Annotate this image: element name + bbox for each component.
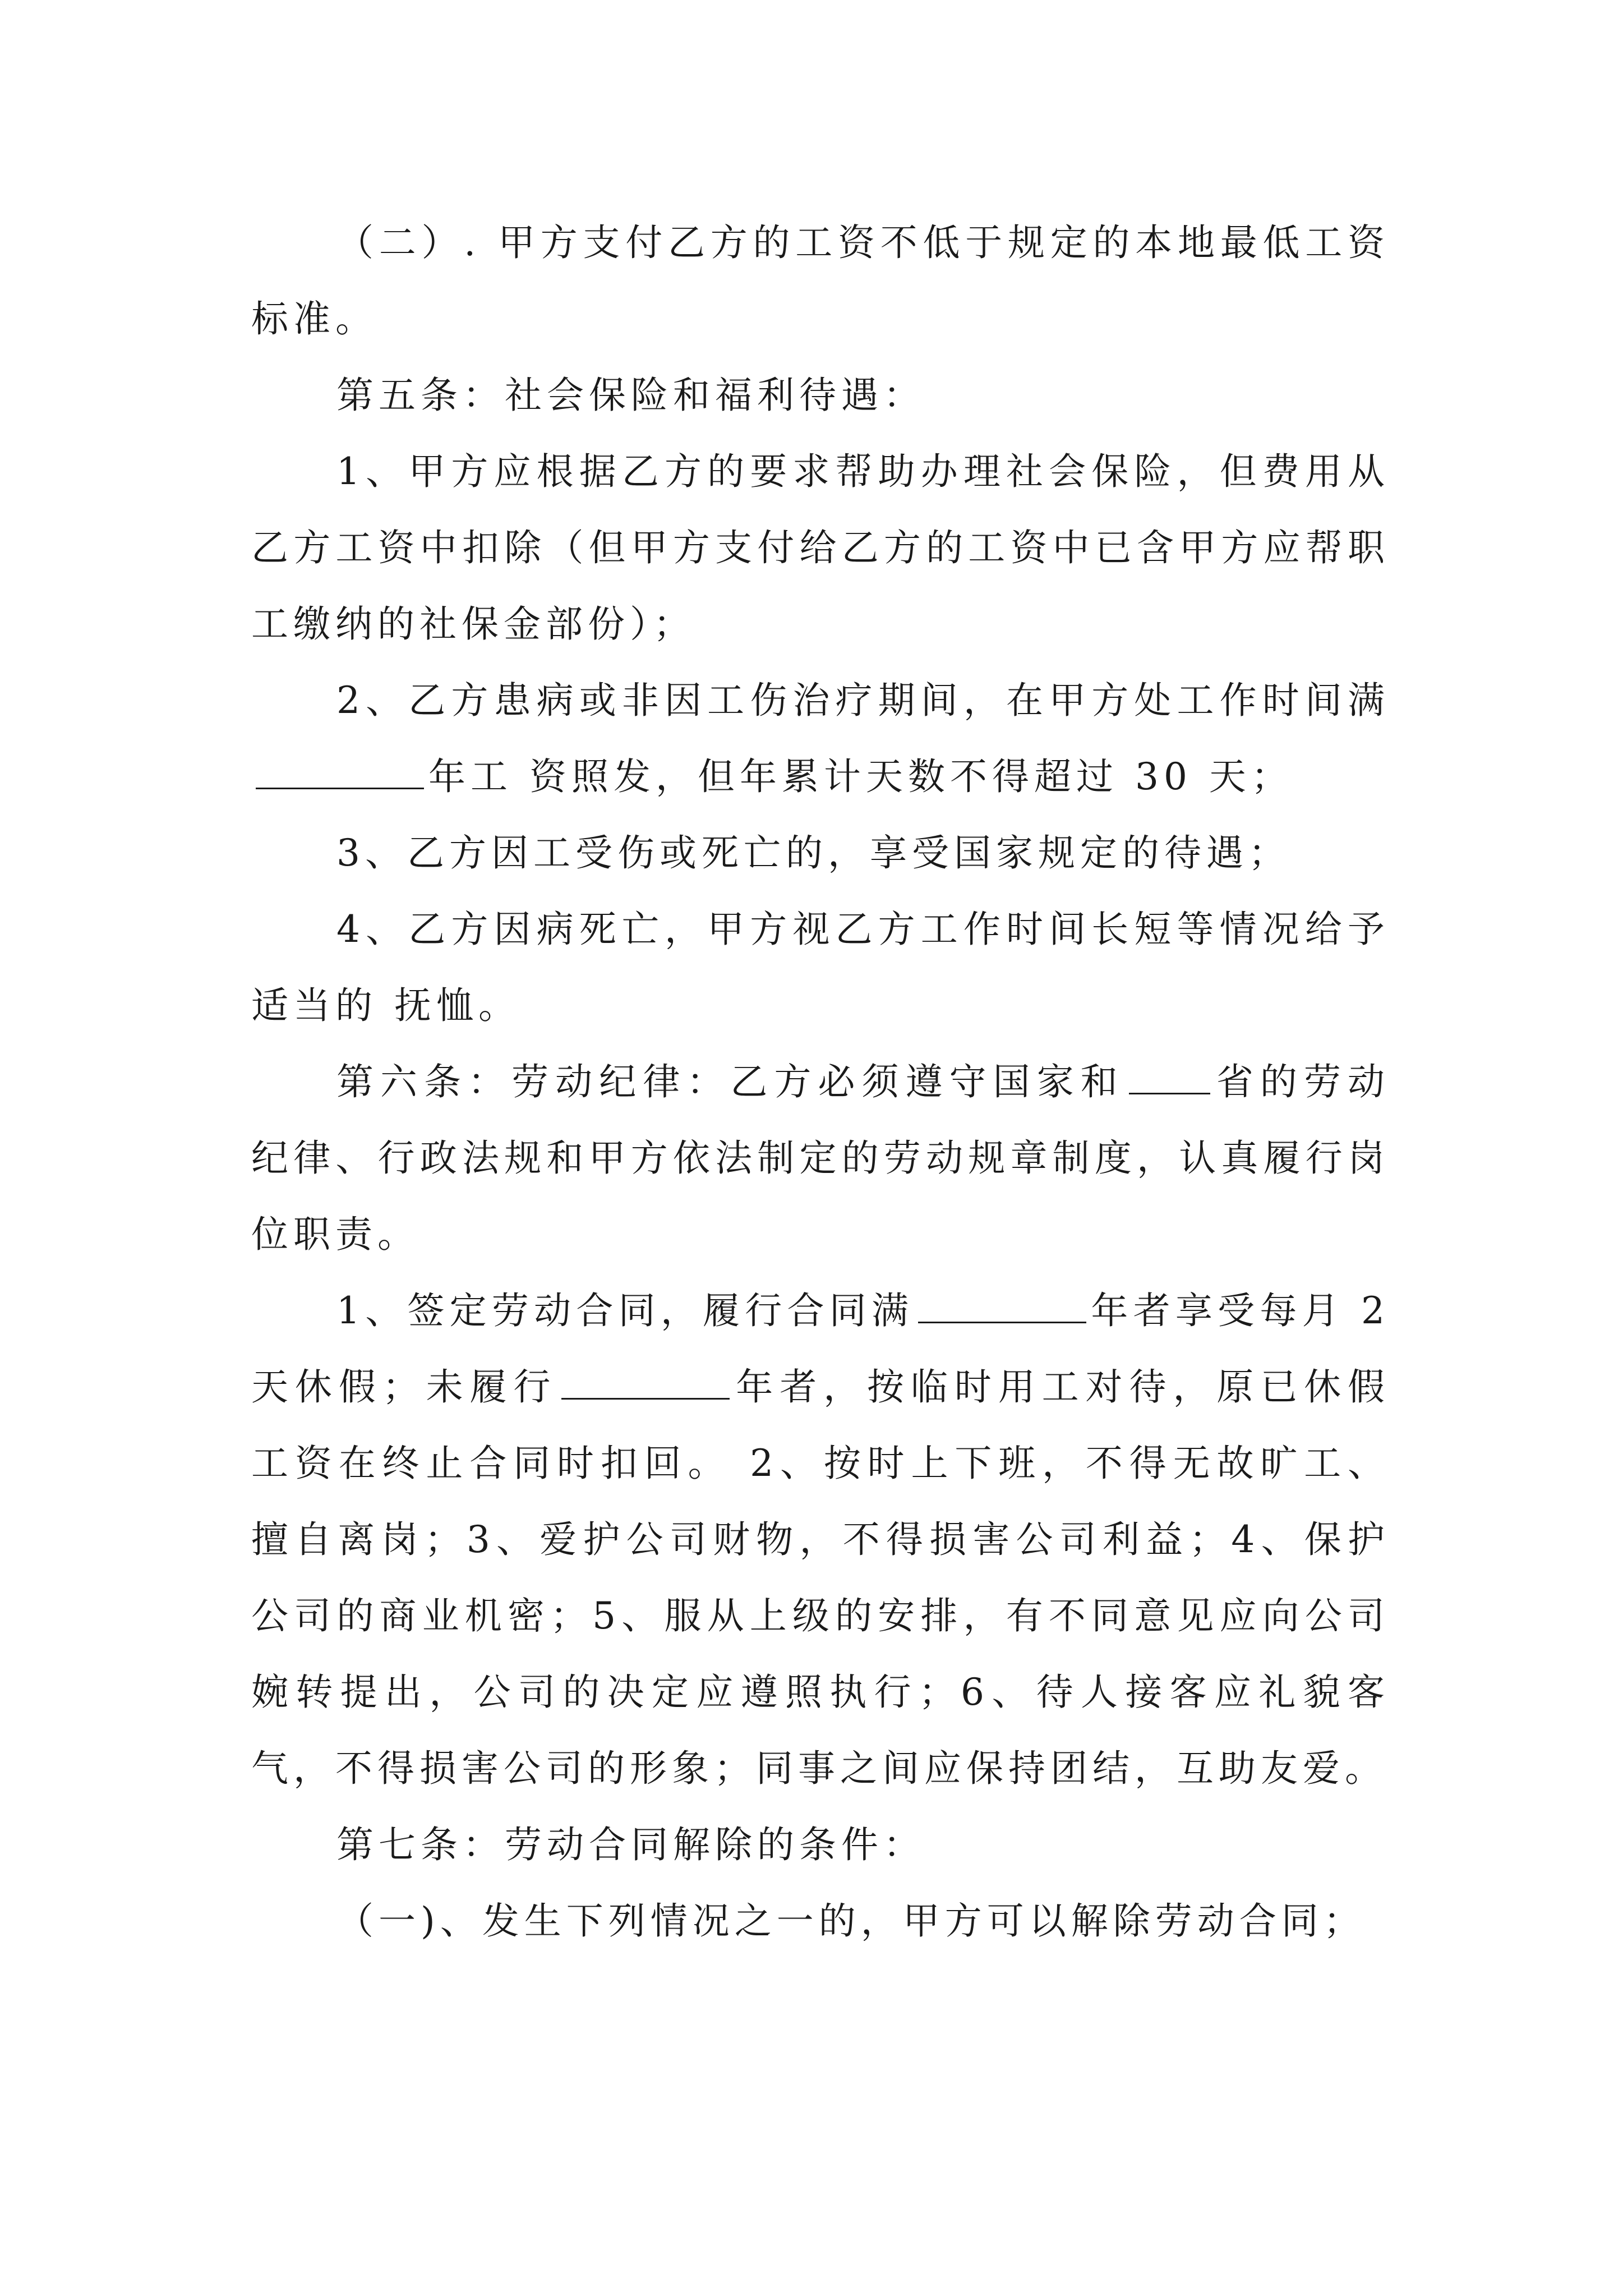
paragraph-wage-standard: （二）. 甲方支付乙方的工资不低于规定的本地最低工资标准。 xyxy=(251,221,1390,341)
sick-leave-text-after: 年工 资照发，但年累计天数不得超过 30 天； xyxy=(428,755,1293,798)
paragraph-death-compensation: 4、乙方因病死亡，甲方视乙方工作时间长短等情况给予适当的 抚恤。 xyxy=(251,908,1390,1027)
document-body xyxy=(251,205,1390,1959)
paragraph-termination-conditions: （一)、发生下列情况之一的，甲方可以解除劳动合同； xyxy=(336,1899,1366,1943)
article-7-heading: 第七条：劳动合同解除的条件： xyxy=(336,1823,925,1866)
discipline-text-after: 省的劳动纪律、行政法规和甲方依法制定的劳动规章制度，认真履行岗位职责。 xyxy=(251,1060,1390,1256)
rules-text-before: 1、签定劳动合同，履行合同满 xyxy=(336,1289,914,1332)
province-blank-field xyxy=(1129,1060,1210,1094)
unfulfilled-years-blank-field xyxy=(561,1365,730,1400)
paragraph-social-insurance: 1、甲方应根据乙方的要求帮助办理社会保险，但费用从乙方工资中扣除（但甲方支付给乙方的工资中已含甲方应帮职工缴纳的社保金部份）； xyxy=(251,450,1390,646)
rules-text-after: 年者，按临时用工对待，原已休假工资在终止合同时扣回。 2、按时上下班，不得无故旷工、擅自离岗；3、爱护公司财物，不得损害公司利益；4、保护公司的商业机密；5、服从上级的安排，有不同意见应向公司婉转提出，公司的决定应遵照执行；6、待人接客应礼貌客气，不得损害公司的形象；同事之间应保持团结，互助友爱。 xyxy=(251,1365,1390,1790)
paragraph-work-injury: 3、乙方因工受伤或死亡的，享受国家规定的待遇； xyxy=(336,831,1290,875)
paragraph-discipline-rules xyxy=(251,1273,1390,1807)
article-6-labor-discipline xyxy=(251,1044,1390,1273)
years-blank-field xyxy=(256,755,424,789)
article-5-heading: 第五条：社会保险和福利待遇： xyxy=(336,374,925,417)
discipline-text-before: 第六条：劳动纪律：乙方必须遵守国家和 xyxy=(336,1060,1124,1103)
sick-leave-text-before: 2、乙方患病或非因工伤治疗期间，在甲方处工作时间满 xyxy=(336,679,1390,722)
paragraph-sick-leave xyxy=(251,662,1390,815)
rules-text-middle: 年者享受每月 2 天休假；未履行 xyxy=(251,1289,1390,1409)
contract-years-blank-field xyxy=(918,1289,1086,1323)
